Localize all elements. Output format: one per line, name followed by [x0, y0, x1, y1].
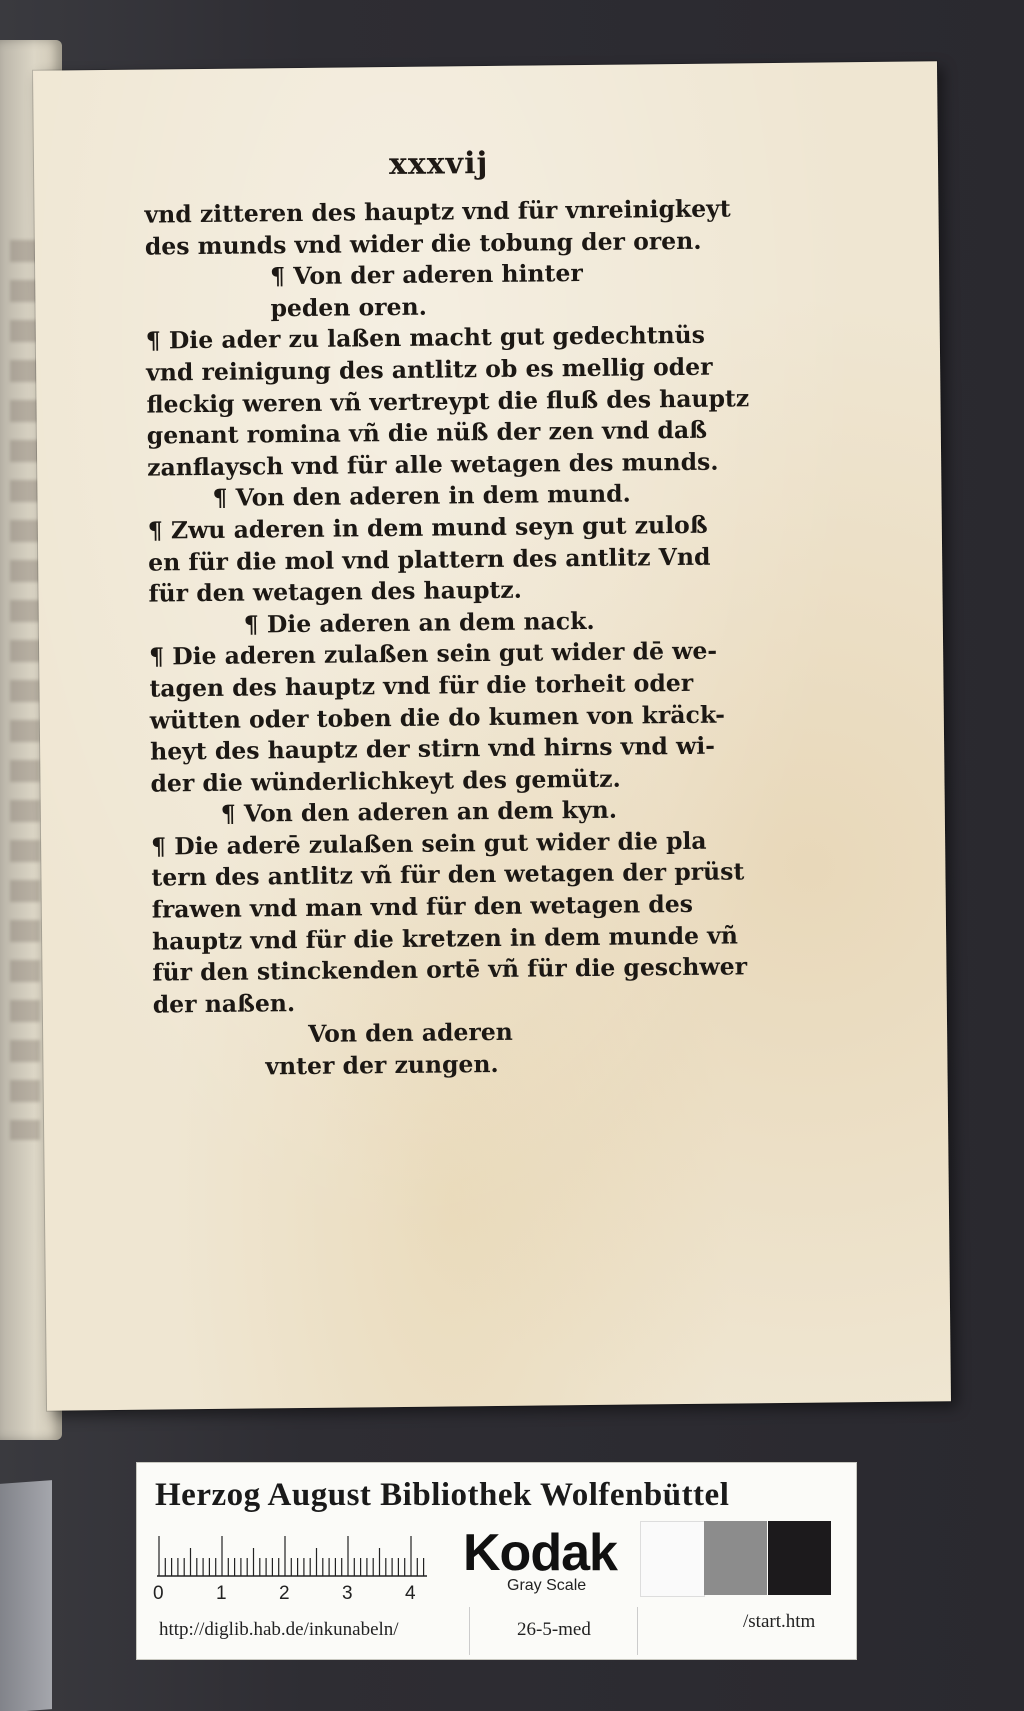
- black-swatch: [768, 1521, 831, 1595]
- section-heading: ¶ Von den aderen in dem mund.: [212, 479, 631, 513]
- text-line: tern des antlitz vñ für den wetagen der prüst: [151, 857, 745, 893]
- ruler-number: 0: [153, 1583, 164, 1604]
- measurement-ruler: [157, 1533, 427, 1577]
- text-line: des munds vnd wider die tobung der oren.: [144, 226, 702, 261]
- manuscript-page: [33, 61, 951, 1410]
- ruler-number: 4: [405, 1583, 416, 1604]
- text-line: für den wetagen des hauptz.: [148, 575, 522, 608]
- url-suffix: /start.htm: [743, 1611, 816, 1632]
- text-line: ¶ Zwu aderen in dem mund seyn gut zuloß: [147, 510, 708, 545]
- shelf-label-slip: [0, 1480, 52, 1711]
- text-block: [144, 194, 750, 1085]
- text-line: fleckig weren vñ vertreypt die fluß des hauptz: [146, 383, 750, 419]
- color-calibration-card: [136, 1462, 857, 1660]
- text-line: zanflaysch vnd für alle wetagen des munds.: [147, 447, 719, 482]
- section-heading: ¶ Die aderen an dem nack.: [243, 606, 595, 639]
- shelfmark: 26-5-med: [517, 1619, 591, 1640]
- section-heading: vnter der zungen.: [265, 1049, 499, 1081]
- text-line: ¶ Die aderē zulaßen sein gut wider die pla: [150, 826, 707, 861]
- card-divider: [637, 1607, 638, 1655]
- text-line: der die wünderlichkeyt des gemütz.: [150, 764, 621, 798]
- section-heading: peden oren.: [270, 292, 427, 323]
- gray-scale-label: Gray Scale: [507, 1577, 587, 1594]
- gray-swatch: [704, 1521, 767, 1595]
- card-divider: [469, 1607, 470, 1655]
- ruler-number: 1: [216, 1583, 227, 1604]
- white-swatch: [640, 1521, 705, 1597]
- section-heading: ¶ Von der aderen hinter: [270, 259, 583, 291]
- kodak-logo: Kodak: [463, 1524, 617, 1582]
- text-line: ¶ Die aderen zulaßen sein gut wider dē we-: [149, 636, 718, 671]
- text-line: heyt des hauptz der stirn vnd hirns vnd wi-: [149, 731, 716, 766]
- text-line: ¶ Die ader zu laßen macht gut gedechtnüs: [145, 321, 706, 355]
- text-line: vnd zitteren des hauptz vnd für vnreinigkeyt: [144, 194, 731, 229]
- digital-library-url: http://diglib.hab.de/inkunabeln/: [159, 1619, 399, 1640]
- ruler-numbers: [153, 1583, 453, 1609]
- ruler-number: 2: [279, 1583, 290, 1604]
- section-heading: ¶ Von den aderen an dem kyn.: [220, 795, 618, 829]
- section-heading: Von den aderen: [307, 1018, 513, 1049]
- folio-number: xxxvij: [388, 146, 489, 183]
- text-line: der naßen.: [152, 988, 296, 1019]
- ruler-number: 3: [342, 1583, 353, 1604]
- text-line: en für die mol vnd plattern des antlitz Vnd: [148, 542, 711, 577]
- text-line: für den stinckenden ortē vñ für die geschwer: [152, 952, 748, 987]
- text-line: wütten oder toben die do kumen von kräck-: [149, 700, 726, 735]
- text-line: vnd reinigung des antlitz ob es mellig oder: [146, 352, 713, 387]
- text-line: tagen des hauptz vnd für die torheit oder: [149, 668, 694, 703]
- text-line: hauptz vnd für die kretzen in dem munde vñ: [151, 921, 739, 956]
- text-line: genant romina vñ die nüß der zen vnd daß: [146, 415, 708, 450]
- library-title: Herzog August Bibliothek Wolfenbüttel: [155, 1477, 730, 1513]
- text-line: frawen vnd man vnd für den wetagen des: [151, 889, 694, 924]
